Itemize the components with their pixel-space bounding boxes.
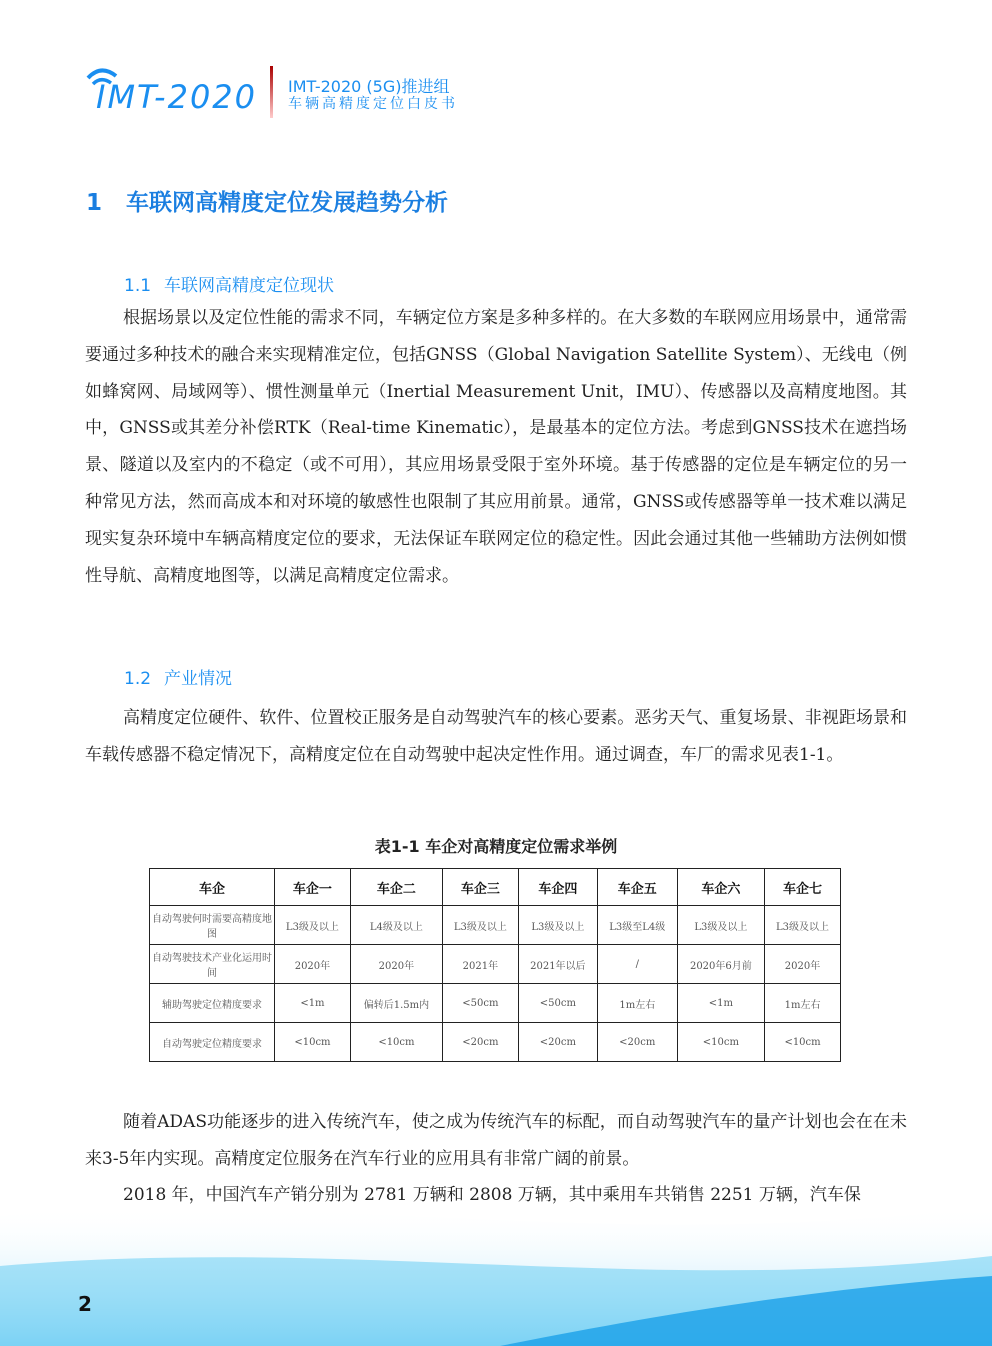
table-cell: <1m <box>275 984 351 1023</box>
paragraph-1: 根据场景以及定位性能的需求不同，车辆定位方案是多种多样的。在大多数的车联网应用场景中，通常需要通过多种技术的融合来实现精准定位，包括GNSS（Global Navigation Satellite System）、无线电（例如蜂窝网、局域网等）、惯性测量单元（Inertial Measurement Unit，IMU）、传感器以及高精度地图。其中，GNSS或其差分补偿RTK（Real-time Kinematic），是最基本的定位方法。考虑到GNSS技术在遮挡场景、隧道以及室内的不稳定（或不可用），其应用场景受限于室外环境。基于传感器的定位是车辆定位的另一种常见方法，然而高成本和对环境的敏感性也限制了其应用前景。通常，GNSS或传感器等单一技术难以满足现实复杂环境中车辆高精度定位的要求，无法保证车联网定位的稳定性。因此会通过其他一些辅助方法例如惯性导航、高精度地图等，以满足高精度定位需求。 <box>85 308 907 586</box>
column-header: 车企三 <box>442 869 518 906</box>
table-cell: 2021年 <box>442 945 518 984</box>
table-cell: 偏转后1.5m内 <box>350 984 442 1023</box>
page-number: 2 <box>78 1292 92 1316</box>
table-cell: L4级及以上 <box>350 906 442 945</box>
paragraph-3: 随着ADAS功能逐步的进入传统汽车，使之成为传统汽车的标配，而自动驾驶汽车的量产计划也会在在未来3-5年内实现。高精度定位服务在汽车行业的应用具有非常广阔的前景。 <box>85 1112 907 1169</box>
table-row <box>150 984 841 1023</box>
table-cell: <50cm <box>518 984 597 1023</box>
subsection-number: 1.1 <box>124 276 152 296</box>
header-org: IMT-2020 (5G)推进组 <box>288 77 450 96</box>
row-label: 自动驾驶何时需要高精度地图 <box>150 906 275 945</box>
table-cell: L3级至L4级 <box>597 906 677 945</box>
paragraph-4: 2018 年，中国汽车产销分别为 2781 万辆和 2808 万辆，其中乘用车共销售 2251 万辆，汽车保 <box>123 1185 861 1205</box>
row-label: 自动驾驶技术产业化运用时间 <box>150 945 275 984</box>
table-row <box>150 945 841 984</box>
table-header-row <box>150 869 841 906</box>
column-header: 车企 <box>150 869 275 906</box>
table-cell: <10cm <box>350 1023 442 1062</box>
table-cell: 2020年6月前 <box>677 945 764 984</box>
table-cell: <10cm <box>677 1023 764 1062</box>
logo-text: IMT-2020 <box>96 78 258 116</box>
section-title: 车联网高精度定位发展趋势分析 <box>126 190 448 216</box>
requirements-table <box>149 868 841 1062</box>
subsection-number: 1.2 <box>124 669 152 689</box>
row-label: 辅助驾驶定位精度要求 <box>150 984 275 1023</box>
column-header: 车企七 <box>765 869 841 906</box>
header-doc-title: 车辆高精度定位白皮书 <box>288 96 458 112</box>
subsection-heading-1-1 <box>124 271 334 296</box>
section-heading <box>86 184 448 217</box>
table-cell: L3级及以上 <box>275 906 351 945</box>
subsection-title: 产业情况 <box>164 669 232 689</box>
row-label: 自动驾驶定位精度要求 <box>150 1023 275 1062</box>
table-caption: 表1-1 车企对高精度定位需求举例 <box>374 837 618 856</box>
subsection-title: 车联网高精度定位现状 <box>164 276 334 296</box>
header-divider <box>270 66 273 118</box>
table-row <box>150 906 841 945</box>
table-cell: / <box>597 945 677 984</box>
table-cell: L3级及以上 <box>518 906 597 945</box>
column-header: 车企六 <box>677 869 764 906</box>
paragraph-2: 高精度定位硬件、软件、位置校正服务是自动驾驶汽车的核心要素。恶劣天气、重复场景、非视距场景和车载传感器不稳定情况下，高精度定位在自动驾驶中起决定性作用。通过调查，车厂的需求见表1-1。 <box>85 708 907 765</box>
table-cell: <20cm <box>442 1023 518 1062</box>
table-row <box>150 1023 841 1062</box>
column-header: 车企二 <box>350 869 442 906</box>
column-header: 车企一 <box>275 869 351 906</box>
table-cell: <20cm <box>597 1023 677 1062</box>
section-number: 1 <box>86 190 103 216</box>
table-cell: <10cm <box>275 1023 351 1062</box>
table-cell: L3级及以上 <box>442 906 518 945</box>
table-cell: <1m <box>677 984 764 1023</box>
table-cell: 2021年以后 <box>518 945 597 984</box>
table-cell: <10cm <box>765 1023 841 1062</box>
column-header: 车企四 <box>518 869 597 906</box>
table-cell: 1m左右 <box>765 984 841 1023</box>
table-cell: L3级及以上 <box>765 906 841 945</box>
table-cell: 2020年 <box>275 945 351 984</box>
table-cell: <50cm <box>442 984 518 1023</box>
table-cell: <20cm <box>518 1023 597 1062</box>
table-cell: 2020年 <box>765 945 841 984</box>
table-cell: 1m左右 <box>597 984 677 1023</box>
column-header: 车企五 <box>597 869 677 906</box>
table-cell: L3级及以上 <box>677 906 764 945</box>
subsection-heading-1-2 <box>124 664 232 689</box>
table-cell: 2020年 <box>350 945 442 984</box>
